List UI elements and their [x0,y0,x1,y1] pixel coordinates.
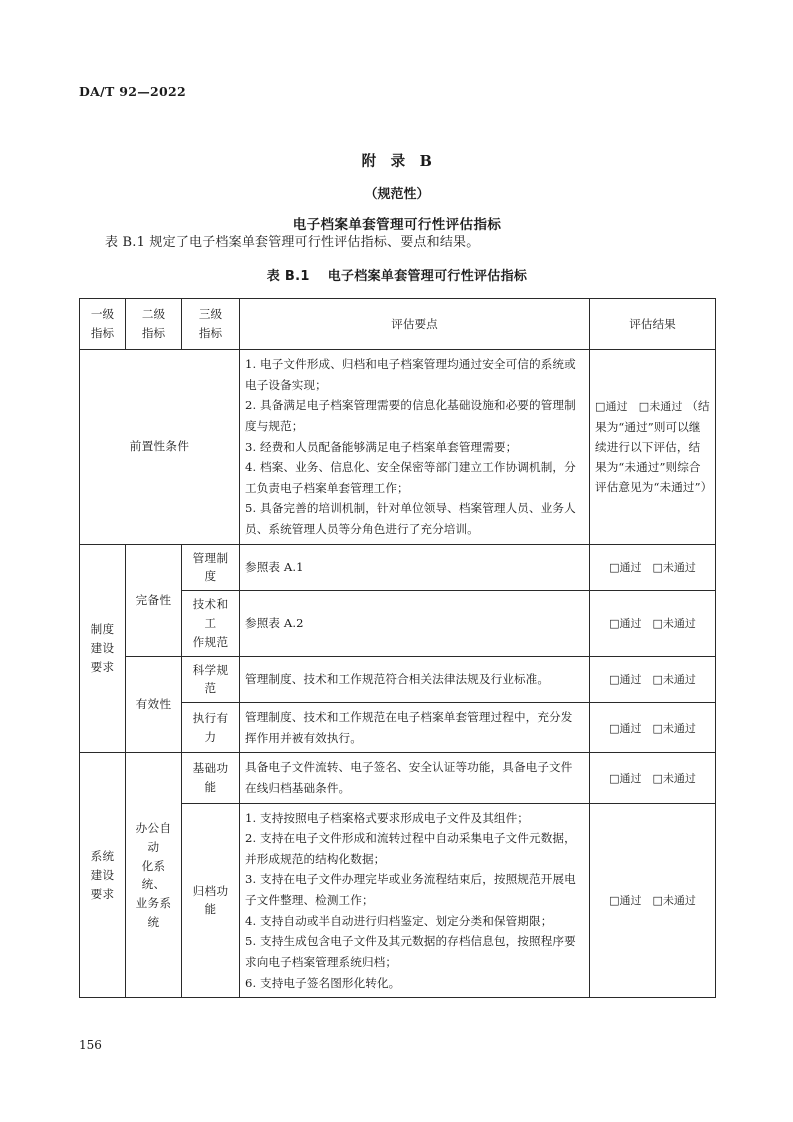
result-strong-execution [590,703,716,753]
result-basic-function [590,753,716,803]
level1-line: 系统 [90,849,115,864]
checkbox-fail[interactable]: □未通过 [652,771,696,785]
header-points: 评估要点 [240,299,590,350]
annex-kind: （规范性） [364,187,430,202]
checkbox-fail[interactable]: □未通过 [638,400,683,414]
level3-technical-work-spec [182,591,240,656]
points-archiving-function [240,803,590,998]
table-head [80,299,716,350]
points-strong-execution: 管理制度、技术和工作规范在电子档案单套管理过程中，充分发挥作用并被有效执行。 [240,703,590,753]
intro-paragraph: 表 B.1 规定了电子档案单套管理可行性评估指标、要点和结果。 [105,235,480,250]
level3-scientific-norms: 科学规范 [182,656,240,703]
checkbox-fail[interactable]: □未通过 [652,894,696,908]
annex-label-prefix: 附 [361,153,377,170]
annex-name: 电子档案单套管理可行性评估指标 [292,217,502,233]
point-item: 3. 经费和人员配备能够满足电子档案单套管理需要； [245,439,518,454]
table-caption [79,265,715,284]
level3-archiving-function: 归档功能 [182,803,240,998]
annex-title-block [79,150,715,233]
level2-effectiveness: 有效性 [126,656,182,753]
annex-label-letter: B [419,153,433,170]
header-level1-line1: 一级 [90,307,115,322]
precondition-label: 前置性条件 [80,350,240,545]
header-level3-line1: 三级 [198,307,223,322]
precondition-result [590,350,716,545]
header-level3-line2: 指标 [198,326,223,340]
level2-completeness: 完备性 [126,544,182,656]
result-note: （结果为“通过”则可以继续进行以下评估，结果为“未通过”则综合评估意见为“未通过”） [595,399,713,495]
level2-line: 业务系统 [135,896,172,929]
checkbox-fail[interactable]: □未通过 [652,617,696,631]
level3-line: 技术和工 [192,597,229,630]
points-scientific-norms: 管理制度、技术和工作规范符合相关法律法规及行业标准。 [240,656,590,703]
points-technical-work-spec: 参照表 A.2 [240,591,590,656]
table-row [80,656,716,703]
table-caption-title: 电子档案单套管理可行性评估指标 [327,269,528,284]
point-item: 2. 支持在电子文件形成和流转过程中自动采集电子文件元数据，并形成规范的结构化数据； [245,831,576,866]
indicators-table [79,298,716,998]
annex-label [79,150,715,171]
precondition-points [240,350,590,545]
level1-line: 要求 [90,886,115,901]
level1-line: 要求 [90,659,115,674]
checkbox-fail[interactable]: □未通过 [652,721,696,735]
table-caption-number: 表 B.1 [266,269,310,284]
result-archiving-function [590,803,716,998]
header-level2 [126,299,182,350]
checkbox-pass[interactable]: □通过 [609,721,642,735]
point-item: 1. 支持按照电子档案格式要求形成电子文件及其组件； [245,810,530,825]
result-scientific-norms [590,656,716,703]
table-row [80,753,716,803]
point-item: 6. 支持电子签名图形化转化。 [245,975,401,990]
checkbox-pass[interactable]: □通过 [609,771,642,785]
level3-management-system: 管理制度 [182,544,240,591]
table-row [80,350,716,545]
page-number: 156 [79,1038,102,1052]
point-item: 1. 电子文件形成、归档和电子档案管理均通过安全可信的系统或电子设备实现； [245,357,576,392]
result-management-system [590,544,716,591]
header-level1-line2: 指标 [90,326,115,340]
level1-line: 建设 [90,867,115,882]
level3-basic-function: 基础功能 [182,753,240,803]
checkbox-pass[interactable]: □通过 [609,561,642,575]
point-item: 4. 档案、业务、信息化、安全保密等部门建立工作协调机制，分工负责电子档案单套管理工作； [245,460,576,495]
header-level2-line2: 指标 [141,326,166,340]
annex-label-mid: 录 [390,153,406,170]
point-item: 4. 支持自动或半自动进行归档鉴定、划定分类和保管期限； [245,913,553,928]
indicators-table-wrapper [79,298,715,998]
checkbox-pass[interactable]: □通过 [609,673,642,687]
header-level1 [80,299,126,350]
header-result: 评估结果 [590,299,716,350]
point-item: 5. 支持生成包含电子文件及其元数据的存档信息包，按照程序要求向电子档案管理系统归档； [245,934,576,969]
level2-line: 办公自动 [135,820,172,854]
result-technical-work-spec [590,591,716,656]
point-item: 2. 具备满足电子档案管理需要的信息化基础设施和必要的管理制度与规范； [245,398,576,433]
standard-code-header: DA/T 92—2022 [79,84,187,99]
table-body [80,350,716,998]
checkbox-fail[interactable]: □未通过 [652,673,696,687]
level1-line: 建设 [90,641,115,656]
point-item: 3. 支持在电子文件办理完毕或业务流程结束后，按照规范开展电子文件整理、检测工作； [245,872,576,908]
point-item: 5. 具备完善的培训机制，针对单位领导、档案管理人员、业务人员、系统管理人员等分角色进行了充分培训。 [245,501,576,536]
points-basic-function: 具备电子文件流转、电子签名、安全认证等功能，具备电子文件在线归档基础条件。 [240,753,590,803]
header-level3 [182,299,240,350]
level2-line: 化系统、 [141,858,166,892]
table-header-row [80,299,716,350]
level2-oa-business-system [126,753,182,998]
level1-sys-build [80,753,126,998]
level1-line: 制度 [90,622,115,637]
header-level2-line1: 二级 [141,307,166,322]
checkbox-fail[interactable]: □未通过 [652,561,696,575]
points-management-system: 参照表 A.1 [240,544,590,591]
level3-line: 作规范 [192,634,229,649]
table-row [80,544,716,591]
checkbox-pass[interactable]: □通过 [609,894,642,908]
level1-system-requirements [80,544,126,753]
checkbox-pass[interactable]: □通过 [595,400,628,414]
checkbox-pass[interactable]: □通过 [609,617,642,631]
level3-strong-execution: 执行有力 [182,703,240,753]
